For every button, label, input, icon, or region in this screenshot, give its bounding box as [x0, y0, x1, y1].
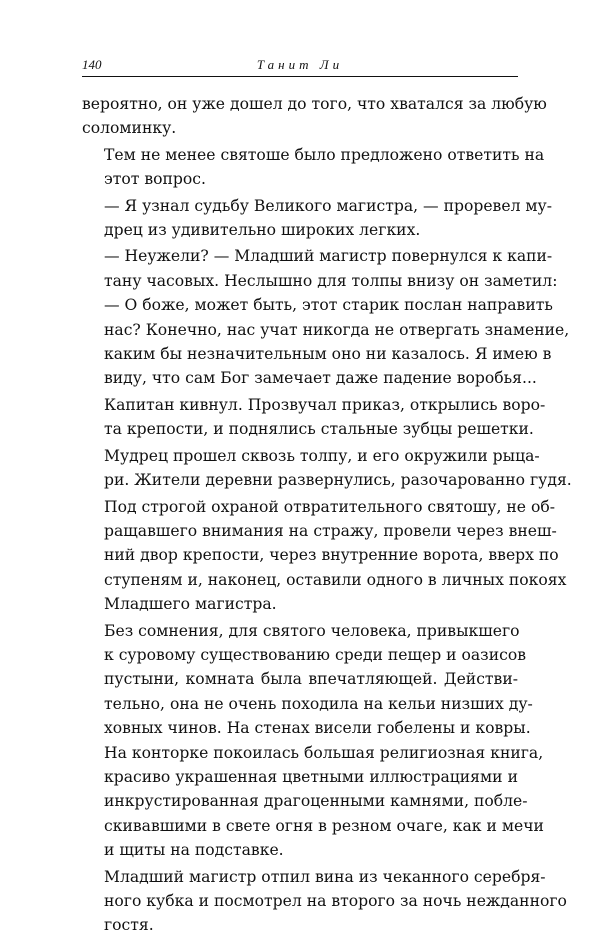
text-line: та крепости, и поднялись стальные зубцы решетки.	[104, 420, 534, 439]
text-line: к суровому существованию среди пещер и оазисов	[104, 645, 526, 664]
text-line: ступеням и, наконец, оставили одного в личных покоях	[104, 570, 567, 589]
text-line: Тем не менее святоше было предложено ответить на	[104, 145, 545, 164]
text-line: Под строгой охраной отвратительного святошу, не об-	[104, 497, 555, 516]
text-line: — Я узнал судьбу Великого магистра, — проревел му-	[104, 196, 553, 215]
paragraph	[82, 393, 546, 442]
header-rule	[82, 76, 518, 77]
paragraph	[82, 244, 570, 390]
text-line: скивавшими в свете огня в резном очаге, как и мечи	[104, 816, 544, 835]
text-line: Мудрец прошел сквозь толпу, и его окружили рыца-	[104, 446, 540, 465]
text-line: ри. Жители деревни развернулись, разочарованно гудя.	[104, 471, 572, 490]
paragraph	[82, 143, 545, 192]
text-line: вероятно, он уже дошел до того, что хватался за любую	[82, 95, 547, 113]
paragraph	[82, 495, 567, 617]
text-line: ний двор крепости, через внутренние ворота, вверх по	[104, 546, 559, 565]
text-line: этот вопрос.	[104, 170, 206, 189]
text-line: и щиты на подставке.	[104, 841, 284, 860]
text-line: тельно, она не очень походила на кельи низших ду-	[104, 694, 533, 713]
text-line: ращавшего внимания на стражу, провели через внеш-	[104, 521, 557, 540]
text-line: Младшего магистра.	[104, 595, 277, 614]
paragraph	[82, 194, 553, 243]
text-line: виду, что сам Бог замечает даже падение воробья...	[104, 369, 537, 388]
text-line: — О боже, может быть, этот старик послан направить	[104, 296, 553, 315]
text-line: тану часовых. Неслышно для толпы внизу он заметил:	[104, 271, 558, 290]
body-text	[82, 92, 572, 938]
text-line: — Неужели? — Младший магистр повернулся к капи-	[104, 247, 553, 266]
text-line: соломинку.	[82, 119, 177, 138]
page-number: 140	[82, 57, 102, 72]
paragraph	[82, 619, 544, 863]
text-line: красиво украшенная цветными иллюстрациями и	[104, 767, 518, 786]
text-line: ного кубка и посмотрел на второго за ночь нежданного	[104, 892, 567, 910]
text-line: Младший магистр отпил вина из чеканного серебря-	[104, 867, 546, 886]
page-header	[82, 55, 518, 79]
text-line: инкрустированная драгоценными камнями, побле-	[104, 792, 528, 811]
text-line: гостя.	[104, 916, 154, 935]
text-line: каким бы незначительным оно ни казалось. Я имею в	[104, 345, 552, 364]
text-line: Без сомнения, для святого человека, привыкшего	[104, 621, 520, 640]
paragraph	[82, 444, 572, 493]
text-line: На конторке покоилась большая религиозная книга,	[104, 743, 544, 762]
text-line: Капитан кивнул. Прозвучал приказ, открылись воро-	[104, 395, 546, 414]
text-line: дрец из удивительно широких легких.	[104, 221, 421, 240]
paragraph	[82, 92, 547, 141]
paragraph	[82, 865, 567, 938]
text-line: ховных чинов. На стенах висели гобелены и ковры.	[104, 719, 531, 738]
running-title: Танит Ли	[256, 57, 344, 72]
text-line: нас? Конечно, нас учат никогда не отвергать знамение,	[104, 320, 570, 339]
text-line: пустыни, комната была впечатляющей. Действи-	[104, 670, 518, 689]
